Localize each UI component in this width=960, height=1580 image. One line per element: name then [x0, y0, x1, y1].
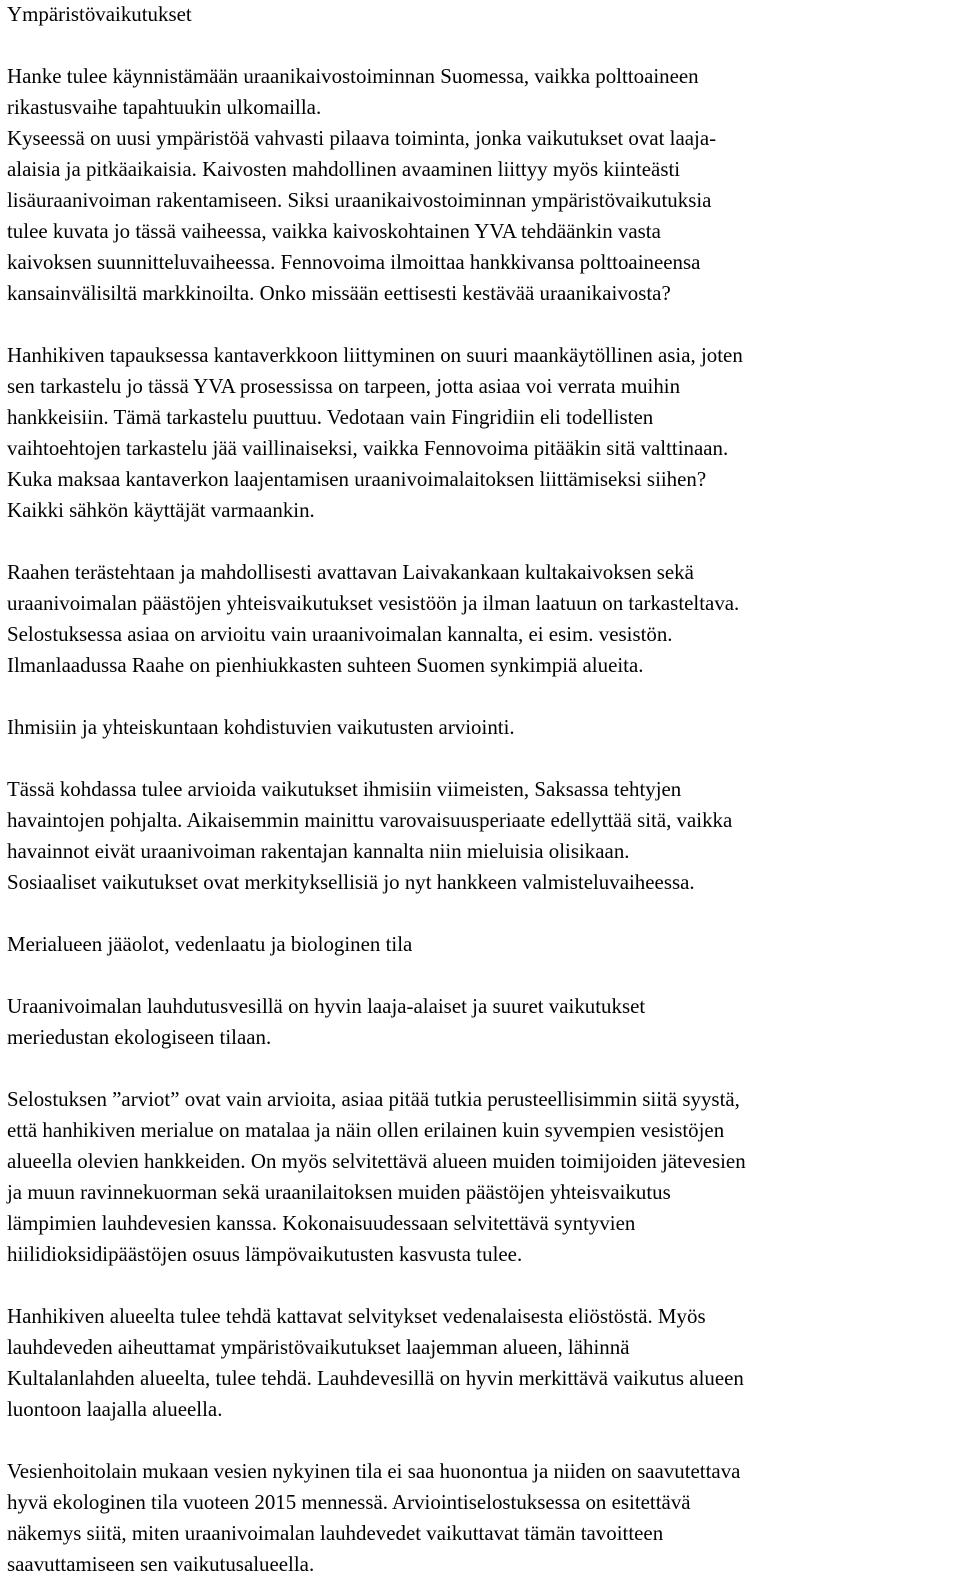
text-line: lisäuraanivoiman rakentamiseen. Siksi uraanikaivostoiminnan ympäristövaikutuksia: [7, 188, 712, 212]
text-line: Hanhikiven tapauksessa kantaverkkoon liittyminen on suuri maankäytöllinen asia, joten: [7, 343, 743, 367]
text-line: Kultalanlahden alueelta, tulee tehdä. Lauhdevesillä on hyvin merkittävä vaikutus alueen: [7, 1366, 744, 1390]
document-body: [7, 61, 957, 1580]
text-line: kansainvälisiltä markkinoilta. Onko missään eettisesti kestävää uraanikaivosta?: [7, 281, 671, 305]
text-line: Hanke tulee käynnistämään uraanikaivostoiminnan Suomessa, vaikka polttoaineen: [7, 64, 699, 88]
text-line: lauhdeveden aiheuttamat ympäristövaikutukset laajemman alueen, lähinnä: [7, 1335, 630, 1359]
text-line: Uraanivoimalan lauhdutusvesillä on hyvin laaja-alaiset ja suuret vaikutukset: [7, 994, 646, 1018]
text-line: Ilmanlaadussa Raahe on pienhiukkasten suhteen Suomen synkimpiä alueita.: [7, 653, 644, 677]
paragraph: [7, 1084, 957, 1270]
paragraph-gap: [7, 309, 957, 340]
text-line: tulee kuvata jo tässä vaiheessa, vaikka kaivoskohtainen YVA tehdäänkin vasta: [7, 219, 661, 243]
paragraph: [7, 929, 957, 960]
paragraph-gap: [7, 898, 957, 929]
text-line: havaintojen pohjalta. Aikaisemmin mainittu varovaisuusperiaate edellyttää sitä, vaikka: [7, 808, 733, 832]
text-line: että hanhikiven merialue on matalaa ja näin ollen erilainen kuin syvempien vesistöjen: [7, 1118, 725, 1142]
text-line: Selostuksessa asiaa on arvioitu vain uraanivoimalan kannalta, ei esim. vesistön.: [7, 622, 673, 646]
paragraph-gap: [7, 1425, 957, 1456]
text-line: havainnot eivät uraanivoiman rakentajan kannalta niin mieluisia olisikaan.: [7, 839, 630, 863]
text-line: vaihtoehtojen tarkastelu jää vaillinaiseksi, vaikka Fennovoima pitääkin sitä valttinaan.: [7, 436, 729, 460]
text-line: Kyseessä on uusi ympäristöä vahvasti pilaava toiminta, jonka vaikutukset ovat laaja-: [7, 126, 717, 150]
text-line: alaisia ja pitkäaikaisia. Kaivosten mahdollinen avaaminen liittyy myös kiinteästi: [7, 157, 681, 181]
paragraph: [7, 1301, 957, 1425]
text-line: Selostuksen ”arviot” ovat vain arvioita, asiaa pitää tutkia perusteellisimmin siitä syystä,: [7, 1087, 740, 1111]
text-line: ja muun ravinnekuorman sekä uraanilaitoksen muiden päästöjen yhteisvaikutus: [7, 1180, 671, 1204]
text-line: kaivoksen suunnitteluvaiheessa. Fennovoima ilmoittaa hankkivansa polttoaineensa: [7, 250, 701, 274]
text-line: Ihmisiin ja yhteiskuntaan kohdistuvien vaikutusten arviointi.: [7, 715, 515, 739]
paragraph: [7, 991, 957, 1053]
text-line: näkemys siitä, miten uraanivoimalan lauhdevedet vaikuttavat tämän tavoitteen: [7, 1521, 664, 1545]
text-line: hiilidioksidipäästöjen osuus lämpövaikutusten kasvusta tulee.: [7, 1242, 523, 1266]
paragraph: [7, 774, 957, 898]
text-line: alueella olevien hankkeiden. On myös selvitettävä alueen muiden toimijoiden jätevesien: [7, 1149, 746, 1173]
paragraph-gap: [7, 1270, 957, 1301]
paragraph: [7, 1456, 957, 1580]
text-line: Merialueen jääolot, vedenlaatu ja biologinen tila: [7, 932, 413, 956]
paragraph: [7, 61, 957, 309]
text-line: uraanivoimalan päästöjen yhteisvaikutukset vesistöön ja ilman laatuun on tarkasteltava.: [7, 591, 740, 615]
paragraph-gap: [7, 743, 957, 774]
text-line: Kuka maksaa kantaverkon laajentamisen uraanivoimalaitoksen liittämiseksi siihen?: [7, 467, 707, 491]
text-line: Raahen terästehtaan ja mahdollisesti avattavan Laivakankaan kultakaivoksen sekä: [7, 560, 694, 584]
text-line: luontoon laajalla alueella.: [7, 1397, 223, 1421]
text-line: saavuttamiseen sen vaikutusalueella.: [7, 1552, 315, 1576]
text-line: rikastusvaihe tapahtuukin ulkomailla.: [7, 95, 322, 119]
text-line: Hanhikiven alueelta tulee tehdä kattavat selvitykset vedenalaisesta eliöstöstä. Myös: [7, 1304, 706, 1328]
text-line: sen tarkastelu jo tässä YVA prosessissa on tarpeen, jotta asiaa voi verrata muihin: [7, 374, 681, 398]
paragraph-gap: [7, 681, 957, 712]
text-line: Vesienhoitolain mukaan vesien nykyinen tila ei saa huonontua ja niiden on saavutettava: [7, 1459, 741, 1483]
text-line: hankkeisiin. Tämä tarkastelu puuttuu. Vedotaan vain Fingridiin eli todellisten: [7, 405, 654, 429]
text-line: hyvä ekologinen tila vuoteen 2015 mennessä. Arviointiselostuksessa on esitettävä: [7, 1490, 691, 1514]
text-line: Sosiaaliset vaikutukset ovat merkityksellisiä jo nyt hankkeen valmisteluvaiheessa.: [7, 870, 695, 894]
paragraph-gap: [7, 30, 957, 61]
paragraph: [7, 340, 957, 526]
text-line: lämpimien lauhdevesien kanssa. Kokonaisuudessaan selvitettävä syntyvien: [7, 1211, 636, 1235]
paragraph-gap: [7, 960, 957, 991]
text-line: meriedustan ekologiseen tilaan.: [7, 1025, 272, 1049]
document-page: [7, 0, 957, 1580]
paragraph-gap: [7, 1053, 957, 1084]
text-line: Tässä kohdassa tulee arvioida vaikutukset ihmisiin viimeisten, Saksassa tehtyjen: [7, 777, 682, 801]
paragraph: [7, 557, 957, 681]
text-line: Kaikki sähkön käyttäjät varmaankin.: [7, 498, 315, 522]
document-title: Ympäristövaikutukset: [7, 2, 192, 26]
paragraph: [7, 712, 957, 743]
paragraph-gap: [7, 526, 957, 557]
